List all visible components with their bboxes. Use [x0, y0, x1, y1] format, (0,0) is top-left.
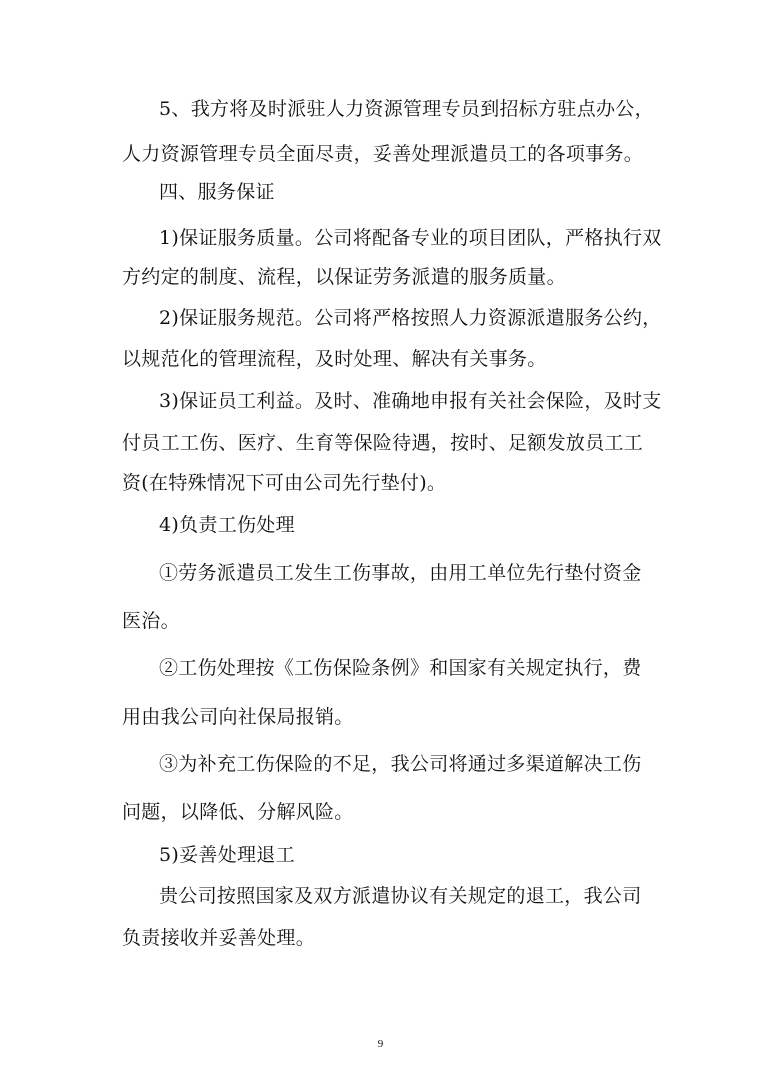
subsection-heading: 5)妥善处理退工 [159, 844, 295, 866]
paragraph-line: 负责接收并妥善处理。 [122, 927, 316, 949]
subsection-heading: 4)负责工伤处理 [159, 514, 295, 536]
paragraph-line: 人力资源管理专员全面尽责，妥善处理派遣员工的各项事务。 [122, 143, 644, 165]
paragraph-line: ①劳务派遣员工发生工伤事故，由用工单位先行垫付资金 [159, 562, 642, 584]
paragraph-line: 资(在特殊情况下可由公司先行垫付)。 [122, 472, 447, 494]
paragraph-line: 以规范化的管理流程，及时处理、解决有关事务。 [122, 348, 547, 370]
page-number: 9 [377, 1038, 384, 1050]
paragraph-line: 问题，以降低、分解风险。 [122, 801, 354, 823]
paragraph-line: ②工伤处理按《工伤保险条例》和国家有关规定执行，费 [159, 657, 642, 679]
paragraph-line: 付员工工伤、医疗、生育等保险待遇，按时、足额发放员工工 [122, 432, 644, 454]
paragraph-line: 2)保证服务规范。公司将严格按照人力资源派遣服务公约， [159, 307, 662, 329]
section-heading: 四、服务保证 [159, 181, 275, 203]
paragraph-line: 用由我公司向社保局报销。 [122, 706, 354, 728]
paragraph-line: 方约定的制度、流程，以保证劳务派遣的服务质量。 [122, 266, 566, 288]
paragraph-line: 3)保证员工利益。及时、准确地申报有关社会保险，及时支 [159, 390, 662, 412]
paragraph-line: 贵公司按照国家及双方派遣协议有关规定的退工，我公司 [159, 885, 642, 907]
paragraph-line: 1)保证服务质量。公司将配备专业的项目团队，严格执行双 [159, 227, 662, 249]
paragraph-line: 医治。 [122, 610, 180, 632]
paragraph-line: ③为补充工伤保险的不足，我公司将通过多渠道解决工伤 [159, 753, 642, 775]
paragraph-line: 5、我方将及时派驻人力资源管理专员到招标方驻点办公， [159, 98, 654, 120]
